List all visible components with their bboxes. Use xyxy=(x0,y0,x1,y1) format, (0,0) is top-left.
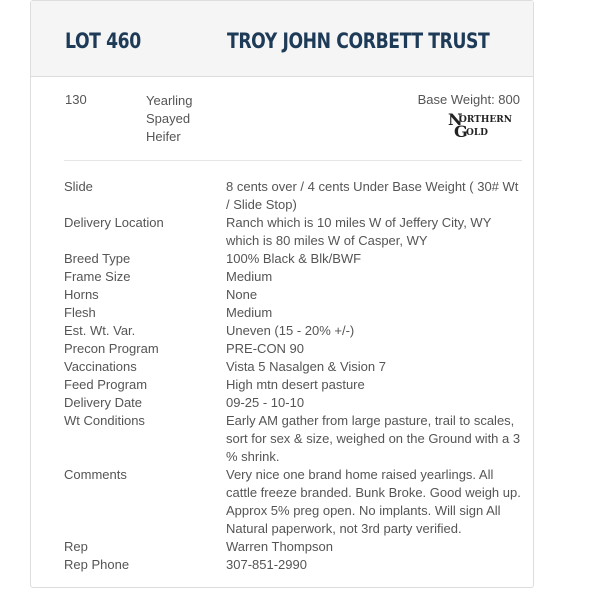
detail-value: PRE-CON 90 xyxy=(226,341,305,356)
svg-text:OLD: OLD xyxy=(466,128,488,138)
detail-label: Delivery Location xyxy=(64,215,164,230)
detail-value: 09-25 - 10-10 xyxy=(226,395,305,410)
detail-label: Breed Type xyxy=(64,251,131,266)
detail-label: Slide xyxy=(64,179,93,194)
section-divider xyxy=(64,160,522,161)
detail-row-rep xyxy=(64,538,524,556)
svg-text:ORTHERN: ORTHERN xyxy=(459,115,512,125)
detail-label: Horns xyxy=(64,287,99,302)
detail-value: Early AM gather from large pasture, trail to scales, sort for sex & size, weighed on the Ground with a 3 % shrink. xyxy=(226,413,521,464)
detail-value: Vista 5 Nasalgen & Vision 7 xyxy=(226,359,386,374)
detail-row-frame-size xyxy=(64,268,524,286)
detail-value: 307-851-2990 xyxy=(226,557,307,572)
lot-header xyxy=(31,1,533,77)
desc-line-status: Spayed xyxy=(146,111,191,126)
detail-row-delivery-date xyxy=(64,394,524,412)
detail-row-est-wt-var xyxy=(64,322,524,340)
desc-line-age: Yearling xyxy=(146,93,193,108)
detail-value: Very nice one brand home raised yearlings. All cattle freeze branded. Bunk Broke. Good weigh up. Approx 5% preg open. No implants. Will sign All Natural paperwork, not 3rd party verified. xyxy=(226,467,521,536)
detail-row-rep-phone xyxy=(64,556,524,574)
detail-value: None xyxy=(226,287,258,302)
detail-label: Rep Phone xyxy=(64,557,130,572)
detail-label: Frame Size xyxy=(64,269,131,284)
detail-row-flesh xyxy=(64,304,524,322)
detail-row-feed-program xyxy=(64,376,524,394)
detail-row-precon-program xyxy=(64,340,524,358)
detail-value: Medium xyxy=(226,305,273,320)
detail-value: 100% Black & Blk/BWF xyxy=(226,251,362,266)
detail-label: Flesh xyxy=(64,305,96,320)
detail-label: Delivery Date xyxy=(64,395,143,410)
detail-row-wt-conditions xyxy=(64,412,524,466)
lot-summary xyxy=(30,76,534,162)
detail-label: Vaccinations xyxy=(64,359,137,374)
cattle-description xyxy=(146,92,193,146)
detail-row-breed-type xyxy=(64,250,524,268)
lot-details xyxy=(64,178,524,574)
lot-number: LOT 460 xyxy=(65,29,141,53)
detail-row-comments xyxy=(64,466,524,538)
detail-row-delivery-location xyxy=(64,214,524,250)
detail-label: Rep xyxy=(64,539,88,554)
svg-text:G: G xyxy=(454,122,468,139)
detail-row-slide xyxy=(64,178,524,214)
detail-value: Medium xyxy=(226,269,273,284)
detail-value: Uneven (15 - 20% +/-) xyxy=(226,323,355,338)
detail-value: High mtn desert pasture xyxy=(226,377,365,392)
head-count: 130 xyxy=(65,92,87,107)
detail-row-horns xyxy=(64,286,524,304)
detail-label: Precon Program xyxy=(64,341,159,356)
seller-name: TROY JOHN CORBETT TRUST xyxy=(227,29,490,53)
detail-value: 8 cents over / 4 cents Under Base Weight ( 30# Wt / Slide Stop) xyxy=(226,179,519,212)
base-weight: Base Weight: 800 xyxy=(417,92,520,107)
detail-label: Feed Program xyxy=(64,377,148,392)
detail-label: Comments xyxy=(64,467,127,482)
svg-text:N: N xyxy=(448,111,463,129)
detail-value: Ranch which is 10 miles W of Jeffery City, WY which is 80 miles W of Casper, WY xyxy=(226,215,492,248)
detail-label: Est. Wt. Var. xyxy=(64,323,136,338)
desc-line-sex: Heifer xyxy=(146,129,181,144)
detail-row-vaccinations xyxy=(64,358,524,376)
northern-gold-logo xyxy=(448,111,520,139)
detail-value: Warren Thompson xyxy=(226,539,333,554)
detail-label: Wt Conditions xyxy=(64,413,145,428)
